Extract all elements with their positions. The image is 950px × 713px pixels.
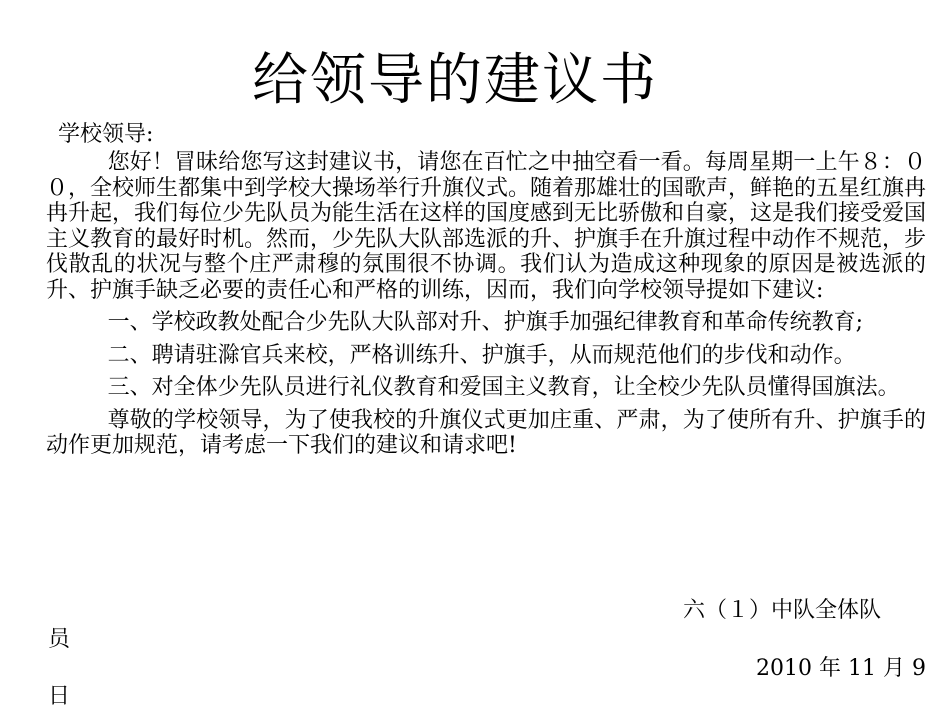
signature: 六（１）中队全体队 <box>683 598 882 623</box>
paragraph-closing: 尊敬的学校领导，为了使我校的升旗仪式更加庄重、严肃，为了使所有升、护旗手的动作更加规范，请考虑一下我们的建议和请求吧! <box>46 407 926 458</box>
document-title: 给领导的建议书 <box>252 48 658 113</box>
paragraph-suggestion-3: 三、对全体少先队员进行礼仪教育和爱国主义教育，让全校少先队员懂得国旗法。 <box>107 375 900 400</box>
paragraph-intro: 您好！冒昧给您写这封建议书，请您在百忙之中抽空看一看。每周星期一上午８：００，全校师生都集中到学校大操场举行升旗仪式。随着那雄壮的国歌声，鲜艳的五星红旗冉冉升起，我们每位少先队员为能生活在这样的国度感到无比骄傲和自豪，这是我们接受爱国主义教育的最好时机。然而，少先队大队部选派的升、护旗手在升旗过程中动作不规范，步伐散乱的状况与整个庄严肃穆的氛围很不协调。我们认为造成这种现象的原因是被选派的升、护旗手缺乏必要的责任心和严格的训练，因而，我们向学校领导提如下建议: <box>46 150 927 303</box>
date-wrap: 日 <box>48 684 71 709</box>
paragraph-suggestion-2: 二、聘请驻滁官兵来校，严格训练升、护旗手，从而规范他们的步伐和动作。 <box>107 342 856 368</box>
signature-wrap: 员 <box>48 627 71 652</box>
letter-body <box>46 150 926 466</box>
paragraph-suggestion-1: 一、学校政教处配合少先队大队部对升、护旗手加强纪律教育和革命传统教育; <box>107 310 864 335</box>
date: 2010 年 11 月 9 <box>756 656 926 681</box>
salutation: 学校领导: <box>58 122 154 147</box>
